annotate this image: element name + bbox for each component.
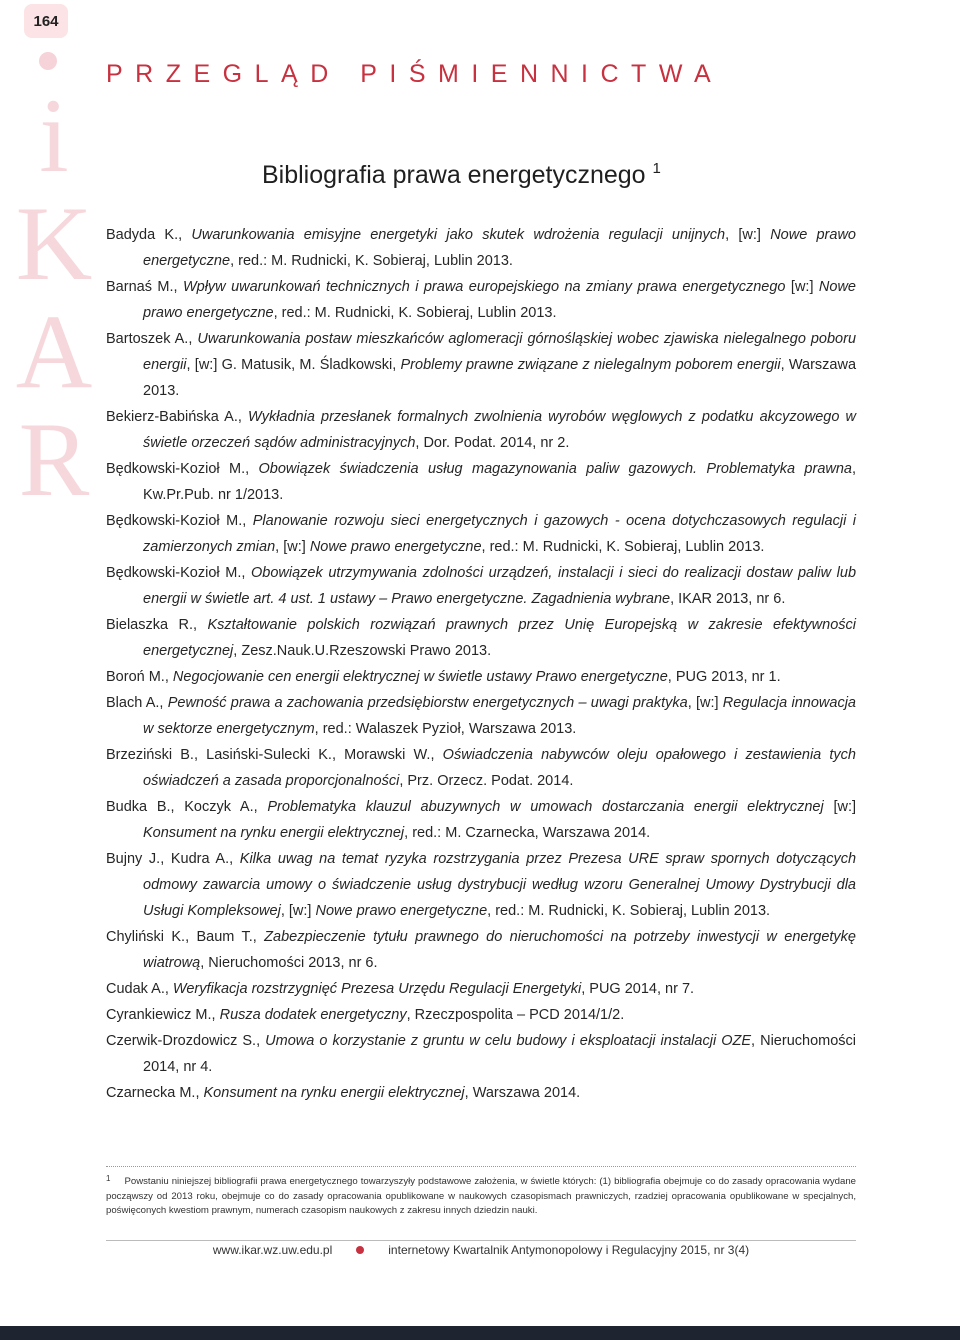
entry-text: , bbox=[193, 617, 208, 633]
entry-text: , PUG 2014, nr 7. bbox=[581, 981, 695, 997]
bibliography-entry bbox=[106, 274, 856, 326]
entry-title: Obowiązek świadczenia usług magazynowania paliw gazowych. Problematyka prawna bbox=[258, 461, 852, 477]
bibliography-entry bbox=[106, 222, 856, 274]
entry-text: , bbox=[195, 1085, 204, 1101]
bibliography-list bbox=[106, 222, 856, 1106]
entry-author: Czarnecka M. bbox=[106, 1085, 196, 1101]
entry-text: , PUG 2013, nr 1. bbox=[667, 669, 781, 685]
footnote-divider bbox=[106, 1166, 856, 1167]
footer-url[interactable]: www.ikar.wz.uw.edu.pl bbox=[212, 1243, 333, 1257]
entry-author: Chyliński K., Baum T. bbox=[106, 929, 253, 945]
entry-title: Negocjowanie cen energii elektrycznej w świetle ustawy Prawo energetyczne bbox=[172, 669, 668, 685]
entry-title: Nowe prawo energetyczne bbox=[143, 279, 856, 321]
entry-text: [w:] bbox=[823, 799, 856, 815]
entry-text: , bbox=[173, 279, 183, 295]
logo-letter: A bbox=[15, 293, 93, 410]
entry-author: Bekierz-Babińska A. bbox=[106, 409, 238, 425]
entry-text: , Warszawa 2013. bbox=[143, 357, 857, 399]
bullet-icon bbox=[356, 1246, 364, 1254]
bibliography-entry bbox=[106, 794, 856, 846]
entry-text: , [w:] bbox=[280, 903, 316, 919]
bibliography-entry bbox=[106, 924, 856, 976]
entry-title: Kilka uwag na temat ryzyka rozstrzygania przez Prezesa URE spraw spornych dotyczących odmowy zawarcia umowy o świadczenie usług dystrybucji według wzoru Generalnej Umowy Dystrybucji dla Usługi Kompleksowej bbox=[143, 851, 857, 919]
entry-text: , Nieruchomości 2014, nr 4. bbox=[143, 1033, 856, 1075]
entry-text: , red.: M. Rudnicki, K. Sobieraj, Lublin 2013. bbox=[481, 539, 765, 555]
entry-title: Konsument na rynku energii elektrycznej bbox=[143, 825, 405, 841]
entry-author: Barnaś M. bbox=[106, 279, 174, 295]
entry-text: , bbox=[430, 747, 443, 763]
entry-text: , bbox=[211, 1007, 220, 1023]
entry-author: Badyda K. bbox=[106, 227, 179, 243]
footnote bbox=[106, 1172, 856, 1219]
page-footer bbox=[106, 1243, 856, 1257]
bibliography-entry bbox=[106, 612, 856, 664]
entry-text: , bbox=[164, 981, 173, 997]
bibliography-entry bbox=[106, 1080, 856, 1106]
title-footnote-ref: 1 bbox=[652, 160, 661, 177]
footer-divider bbox=[106, 1240, 856, 1241]
entry-title: Wykładnia przesłanek formalnych zwolnienia wyrobów węglowych z podatku akcyzowego w świetle orzeczeń sądów administracyjnych bbox=[143, 409, 856, 451]
bibliography-entry bbox=[106, 664, 856, 690]
entry-title: Uwarunkowania emisyjne energetyki jako skutek wdrożenia regulacji unijnych bbox=[191, 227, 726, 243]
section-header: PRZEGLĄD PIŚMIENNICTWA bbox=[106, 60, 724, 88]
entry-text: , red.: Walaszek Pyzioł, Warszawa 2013. bbox=[314, 721, 577, 737]
entry-author: Blach A. bbox=[106, 695, 160, 711]
entry-text: , bbox=[178, 227, 192, 243]
entry-text: , red.: M. Rudnicki, K. Sobieraj, Lublin 2013. bbox=[230, 253, 513, 269]
entry-author: Bielaszka R. bbox=[106, 617, 194, 633]
entry-text: , bbox=[164, 669, 173, 685]
entry-author: Będkowski-Kozioł M. bbox=[106, 565, 242, 581]
page-number: 164 bbox=[24, 4, 68, 38]
entry-author: Bartoszek A. bbox=[106, 331, 189, 347]
entry-text: , Nieruchomości 2013, nr 6. bbox=[200, 955, 378, 971]
document-title bbox=[262, 160, 661, 190]
entry-title: Obowiązek utrzymywania zdolności urządzeń, instalacji i sieci do realizacji dostaw paliw lub energii w świetle art. 4 ust. 1 ustawy – Prawo energetyczne. Zagadnienia wybrane bbox=[143, 565, 857, 607]
entry-title: Nowe prawo energetyczne bbox=[143, 227, 856, 269]
entry-text: , [w:] bbox=[687, 695, 723, 711]
logo-dot bbox=[39, 52, 57, 70]
entry-text: , bbox=[229, 851, 240, 867]
entry-text: , bbox=[188, 331, 198, 347]
entry-text: , red.: M. Rudnicki, K. Sobieraj, Lublin 2013. bbox=[273, 305, 557, 321]
entry-author: Cyrankiewicz M. bbox=[106, 1007, 212, 1023]
entry-text: , Kw.Pr.Pub. nr 1/2013. bbox=[143, 461, 857, 503]
footnote-marker: 1 bbox=[106, 1174, 111, 1183]
bibliography-entry bbox=[106, 560, 856, 612]
entry-author: Będkowski-Kozioł M. bbox=[106, 461, 246, 477]
entry-title: Weryfikacja rozstrzygnięć Prezesa Urzędu Regulacji Energetyki bbox=[172, 981, 582, 997]
bibliography-entry bbox=[106, 1002, 856, 1028]
entry-author: Budka B., Koczyk A. bbox=[106, 799, 254, 815]
entry-title: Kształtowanie polskich rozwiązań prawnych przez Unię Europejską w zakresie efektywności energetycznej bbox=[143, 617, 857, 659]
logo-letter: K bbox=[15, 185, 93, 302]
entry-text: , Zesz.Nauk.U.Rzeszowski Prawo 2013. bbox=[233, 643, 492, 659]
entry-text: , bbox=[242, 513, 253, 529]
entry-text: , [w:] bbox=[725, 227, 771, 243]
entry-title: Planowanie rozwoju sieci energetycznych i gazowych - ocena dotychczasowych regulacji i zamierzonych zmian bbox=[143, 513, 856, 555]
entry-title: Umowa o korzystanie z gruntu w celu budowy i eksploatacji instalacji OZE bbox=[265, 1033, 752, 1049]
entry-title: Uwarunkowania postaw mieszkańców aglomeracji górnośląskiej wobec zjawiska nielegalnego poboru energii bbox=[143, 331, 857, 373]
entry-text: , red.: M. Czarnecka, Warszawa 2014. bbox=[404, 825, 651, 841]
entry-title: Oświadczenia nabywców oleju opałowego i zestawienia tych oświadczeń a zasada proporcjonalności bbox=[143, 747, 856, 789]
bibliography-entry bbox=[106, 404, 856, 456]
bibliography-entry bbox=[106, 456, 856, 508]
bibliography-entry bbox=[106, 690, 856, 742]
entry-author: Cudak A. bbox=[106, 981, 165, 997]
logo-letter: R bbox=[18, 401, 90, 518]
entry-title: Rusza dodatek energetyczny bbox=[219, 1007, 407, 1023]
entry-author: Brzeziński B., Lasiński-Sulecki K., Morawski W. bbox=[106, 747, 431, 763]
entry-title: Zabezpieczenie tytułu prawnego do nieruchomości na potrzeby inwestycji w energetykę wiatrową bbox=[143, 929, 856, 971]
entry-title: Wpływ uwarunkowań technicznych i prawa europejskiego na zmiany prawa energetycznego bbox=[182, 279, 786, 295]
entry-text: , Prz. Orzecz. Podat. 2014. bbox=[399, 773, 574, 789]
entry-title: Regulacja innowacja w sektorze energetycznym bbox=[143, 695, 856, 737]
journal-logo bbox=[14, 77, 94, 518]
footnote-text: Powstaniu niniejszej bibliografii prawa energetycznego towarzyszyły podstawowe założenia, w świetle których: (1) bibliografia obejmuje co do zasady opracowania wydane począwszy od 2013 roku, obejmuje co do zasady opracowania opublikowane w naukowych czasopismach prawniczych, rzadziej opracowania opublikowane w specjalnych, poświęconych kwestiom prawnym, numerach czasopism naukowych z zakresu innych dziedzin nauki. bbox=[106, 1176, 856, 1216]
entry-text: , red.: M. Rudnicki, K. Sobieraj, Lublin 2013. bbox=[487, 903, 771, 919]
entry-text: , Rzeczpospolita – PCD 2014/1/2. bbox=[406, 1007, 625, 1023]
entry-author: Bujny J., Kudra A. bbox=[106, 851, 230, 867]
entry-text: , [w:] bbox=[275, 539, 310, 555]
entry-text: , bbox=[245, 461, 259, 477]
bibliography-entry bbox=[106, 976, 856, 1002]
entry-author: Będkowski-Kozioł M. bbox=[106, 513, 243, 529]
bibliography-entry bbox=[106, 846, 856, 924]
entry-title: Konsument na rynku energii elektrycznej bbox=[203, 1085, 465, 1101]
entry-title: Problemy prawne związane z nielegalnym poborem energii bbox=[400, 357, 781, 373]
entry-title: Nowe prawo energetyczne bbox=[315, 903, 488, 919]
logo-letter: i bbox=[39, 77, 69, 194]
entry-title: Pewność prawa a zachowania przedsiębiorstw energetycznych – uwagi praktyka bbox=[167, 695, 688, 711]
bibliography-entry bbox=[106, 508, 856, 560]
entry-text: , bbox=[253, 799, 268, 815]
bibliography-entry bbox=[106, 742, 856, 794]
entry-text: [w:] bbox=[785, 279, 819, 295]
entry-author: Czerwik-Drozdowicz S. bbox=[106, 1033, 257, 1049]
bibliography-entry bbox=[106, 326, 856, 404]
entry-text: , bbox=[241, 565, 252, 581]
entry-text: , bbox=[252, 929, 265, 945]
entry-text: , [w:] G. Matusik, M. Śladkowski, bbox=[186, 357, 401, 373]
document-title-text: Bibliografia prawa energetycznego bbox=[262, 161, 646, 189]
footer-journal: internetowy Kwartalnik Antymonopolowy i Regulacyjny 2015, nr 3(4) bbox=[388, 1243, 750, 1257]
logo-dots bbox=[36, 52, 60, 78]
entry-text: , Warszawa 2014. bbox=[464, 1085, 581, 1101]
entry-title: Problematyka klauzul abuzywnych w umowach dostarczania energii elektrycznej bbox=[267, 799, 824, 815]
bottom-bar bbox=[0, 1326, 960, 1340]
entry-text: , bbox=[159, 695, 168, 711]
entry-text: , IKAR 2013, nr 6. bbox=[670, 591, 786, 607]
entry-text: , bbox=[237, 409, 249, 425]
bibliography-entry bbox=[106, 1028, 856, 1080]
entry-author: Boroń M. bbox=[106, 669, 165, 685]
entry-title: Nowe prawo energetyczne bbox=[309, 539, 482, 555]
entry-text: , Dor. Podat. 2014, nr 2. bbox=[415, 435, 570, 451]
entry-text: , bbox=[256, 1033, 266, 1049]
